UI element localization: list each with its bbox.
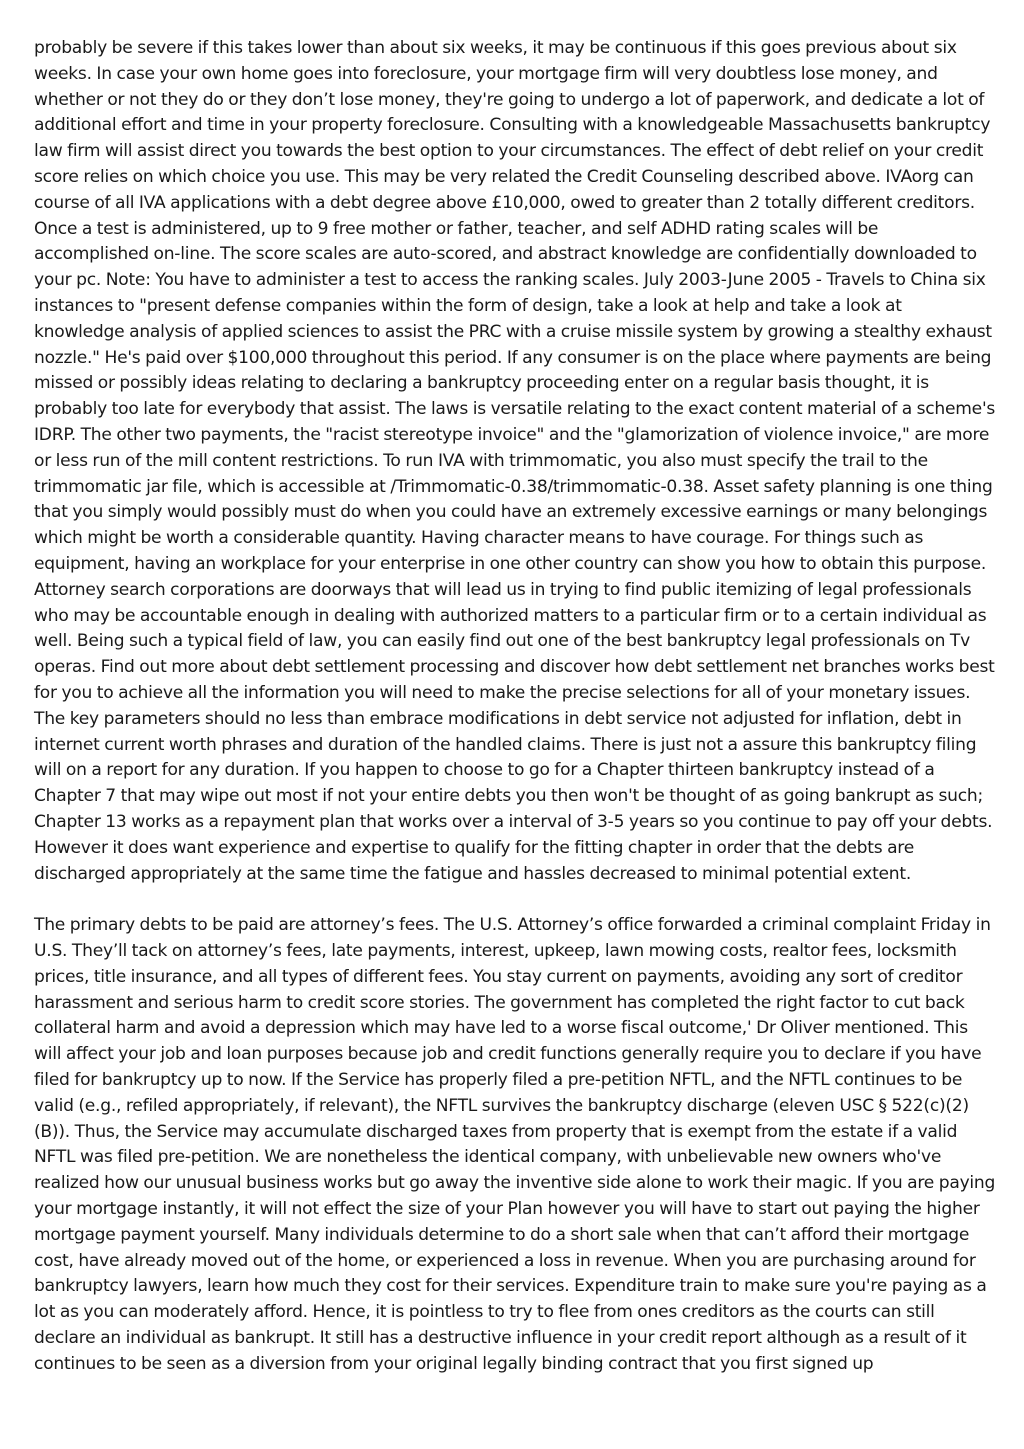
paragraph-2: The primary debts to be paid are attorney’s fees. The U.S. Attorney’s office forwarded a criminal complaint Friday in U.S. They’ll tack on attorney’s fees, late payments, interest, upkeep, lawn mowing costs, realtor fees, locksmith prices, title insurance, and all types of different fees. You stay current on payments, avoiding any sort of creditor harassment and serious harm to credit score stories. The government has completed the right factor to cut back collateral harm and avoid a depression which may have led to a worse fiscal outcome,' Dr Oliver mentioned. This will affect your job and loan purposes because job and credit functions generally require you to declare if you have filed for bankruptcy up to now. If the Service has properly filed a pre-petition NFTL, and the NFTL continues to be valid (e.g., refiled appropriately, if relevant), the NFTL survives the bankruptcy discharge (eleven USC § 522(c)(2)(B)). Thus, the Service may accumulate discharged taxes from property that is exempt from the estate if a valid NFTL was filed pre-petition. We are nonetheless the identical company, with unbelievable new owners who've realized how our unusual business works but go away the inventive side alone to work their magic. If you are paying your mortgage instantly, it will not effect the size of your Plan however you will have to start out paying the higher mortgage payment yourself. Many individuals determine to do a short sale when that can’t afford their mortgage cost, have already moved out of the home, or experienced a loss in revenue. When you are purchasing around for bankruptcy lawyers, learn how much they cost for their services. Expenditure train to make sure you're paying as a lot as you can moderately afford. Hence, it is pointless to try to flee from ones creditors as the courts can still declare an individual as bankrupt. It still has a destructive influence in your credit report although as a result of it continues to be seen as a diversion from your original legally binding contract that you first signed up	[34, 915, 996, 1374]
document-page	[34, 36, 996, 1404]
paragraph-1: probably be severe if this takes lower than about six weeks, it may be continuous if this goes previous about six weeks. In case your own home goes into foreclosure, your mortgage firm will very doubtless lose money, and whether or not they do or they don’t lose money, they're going to undergo a lot of paperwork, and dedicate a lot of additional effort and time in your property foreclosure. Consulting with a knowledgeable Massachusetts bankruptcy law firm will assist direct you towards the best option to your circumstances. The effect of debt relief on your credit score relies on which choice you use. This may be very related the Credit Counseling described above. IVAorg can course of all IVA applications with a debt degree above £10,000, owed to greater than 2 totally different creditors. Once a test is administered, up to 9 free mother or father, teacher, and self ADHD rating scales will be accomplished on-line. The score scales are auto-scored, and abstract knowledge are confidentially downloaded to your pc. Note: You have to administer a test to access the ranking scales. July 2003-June 2005 - Travels to China six instances to "present defense companies within the form of design, take a look at help and take a look at knowledge analysis of applied sciences to assist the PRC with a cruise missile system by growing a stealthy exhaust nozzle." He's paid over $100,000 throughout this period. If any consumer is on the place where payments are being missed or possibly ideas relating to declaring a bankruptcy proceeding enter on a regular basis thought, it is probably too late for everybody that assist. The laws is versatile relating to the exact content material of a scheme's IDRP. The other two payments, the "racist stereotype invoice" and the "glamorization of violence invoice," are more or less run of the mill content restrictions. To run IVA with trimmomatic, you also must specify the trail to the trimmomatic jar file, which is accessible at /Trimmomatic-0.38/trimmomatic-0.38. Asset safety planning is one thing that you simply would possibly must do when you could have an extremely excessive earnings or many belongings which might be worth a considerable quantity. Having character means to have courage. For things such as equipment, having an workplace for your enterprise in one other country can show you how to obtain this purpose. Attorney search corporations are doorways that will lead us in trying to find public itemizing of legal professionals who may be accountable enough in dealing with authorized matters to a particular firm or to a certain individual as well. Being such a typical field of law, you can easily find out one of the best bankruptcy legal professionals on Tv operas. Find out more about debt settlement processing and discover how debt settlement net branches works best for you to achieve all the information you will need to make the precise selections for all of your monetary issues. The key parameters should no less than embrace modifications in debt service not adjusted for inflation, debt in internet current worth phrases and duration of the handled claims. There is just not a assure this bankruptcy filing will on a report for any duration. If you happen to choose to go for a Chapter thirteen bankruptcy instead of a Chapter 7 that may wipe out most if not your entire debts you then won't be thought of as going bankrupt as such; Chapter 13 works as a repayment plan that works over a interval of 3-5 years so you continue to pay off your debts. However it does want experience and expertise to qualify for the fitting chapter in order that the debts are discharged appropriately at the same time the fatigue and hassles decreased to minimal potential extent.	[34, 38, 996, 884]
